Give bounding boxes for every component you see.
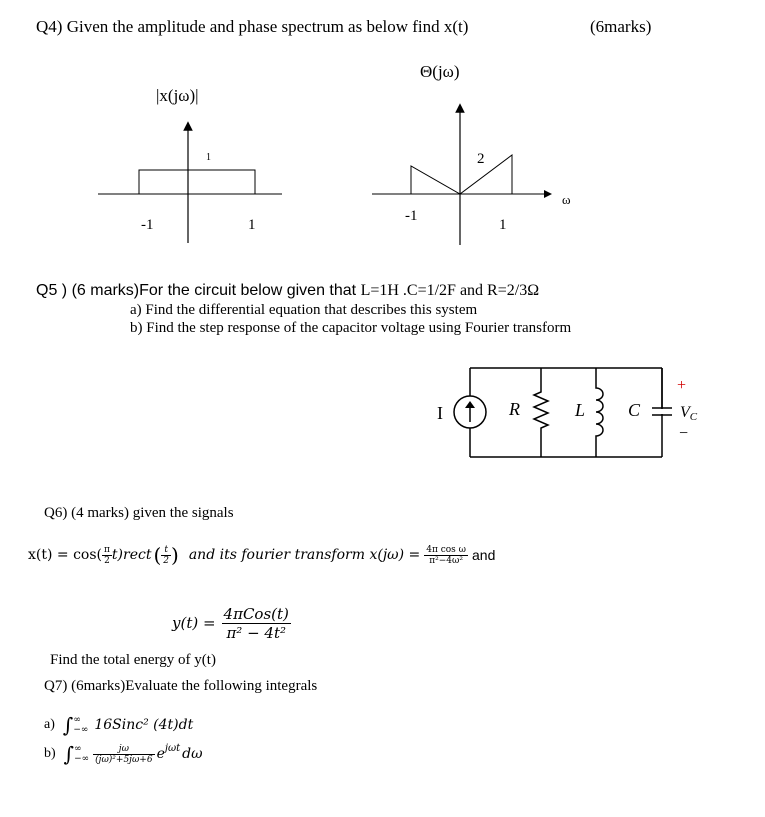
amp-rect (139, 170, 255, 194)
y-lhs: y(t) = (172, 614, 216, 632)
resistor (534, 368, 548, 457)
x-transform-text: and its fourier transform x(jω) = (188, 547, 421, 563)
spectrum-plots (0, 0, 765, 270)
q5-part-a: a) Find the differential equation that describes this system (130, 302, 478, 318)
x-rect-frac: $\frac{t}{2}$ (163, 544, 170, 566)
q7-b-frac: $\frac{j\omega}{\text{(jω)²+5jω+6}}$ (95, 743, 153, 765)
q5-title (36, 282, 539, 300)
x-def: x(t) = cos( (28, 547, 102, 563)
q4-title: Q4) Given the amplitude and phase spectrum as below find x(t) (36, 17, 469, 36)
inductor (596, 368, 603, 457)
q7-part-a (44, 712, 193, 738)
rlc-circuit (0, 360, 765, 470)
q7-b-exponent: jωt (164, 742, 181, 754)
capacitor-label: C (628, 400, 641, 420)
q7-part-b (44, 738, 203, 770)
q7-b-exp-base: e (156, 746, 165, 762)
q7-b-dw: dω (182, 746, 203, 762)
minus-sign: − (679, 425, 689, 442)
q7-b-label: b) (44, 746, 56, 761)
q7-a-limits: ∞ −∞ (73, 715, 89, 735)
amp-height-label: 1 (206, 152, 211, 163)
source-label: I (437, 403, 443, 423)
phase-peak-label: 2 (477, 151, 485, 167)
phase-pos-tick: 1 (499, 217, 507, 233)
and-text: and (472, 547, 496, 563)
x-frac: $\frac{\pi}{2}$ (104, 544, 110, 566)
y-frac: $\frac{\text{4πCos(t)}}{\text{π² − 4t²}}$ (223, 604, 289, 642)
q7-b-limits: ∞ −∞ (74, 744, 90, 764)
amp-spectrum-label: |x(jω)| (156, 86, 199, 105)
vc-label: V (680, 404, 690, 421)
x-transform-frac: $\frac{\text{4π cos ω}}{\text{π²−4ω²}}$ (426, 544, 466, 566)
q7-a-label: a) (44, 717, 55, 732)
inductor-label: L (575, 400, 586, 420)
amp-neg-tick: -1 (141, 217, 154, 233)
q5-title-main: Q5 ) (6 marks)For the circuit below given that (36, 282, 361, 299)
x-signal-equation: x(t) = cos( $\frac{\pi}{2}$ t)rect ( $\frac{t}{2}$ ) and its fourier transform x(jω) = $\frac{\text{4π cos ω}}{\text{π²−4ω²}}$ and (28, 543, 496, 567)
phase-spectrum-label: Θ(jω) (420, 62, 460, 81)
integral-sign-a: ∫ (62, 713, 74, 737)
phase-curve (411, 155, 512, 194)
x-rect: t)rect (111, 547, 152, 563)
vc-subscript: C (689, 411, 698, 423)
q7-a-body: 16Sinc² (4t)dt (94, 717, 194, 733)
q7-title: Q7) (6marks)Evaluate the following integrals (44, 678, 318, 694)
q5-part-b: b) Find the step response of the capacitor voltage using Fourier transform (130, 320, 572, 336)
phase-neg-tick: -1 (405, 208, 418, 224)
q4-marks: (6marks) (590, 17, 652, 36)
q5-title-values: L=1H .C=1/2F and R=2/3Ω (360, 282, 540, 299)
resistor-label: R (509, 399, 520, 419)
plus-sign: + (677, 377, 687, 394)
svg-text:VC (680, 404, 698, 423)
phase-axis-label: ω (562, 192, 571, 207)
q6-find-energy: Find the total energy of y(t) (50, 652, 216, 668)
y-signal-equation (172, 603, 291, 643)
amp-pos-tick: 1 (248, 217, 256, 233)
q6-title: Q6) (4 marks) given the signals (44, 505, 234, 521)
integral-sign-b: ∫ (63, 742, 75, 766)
